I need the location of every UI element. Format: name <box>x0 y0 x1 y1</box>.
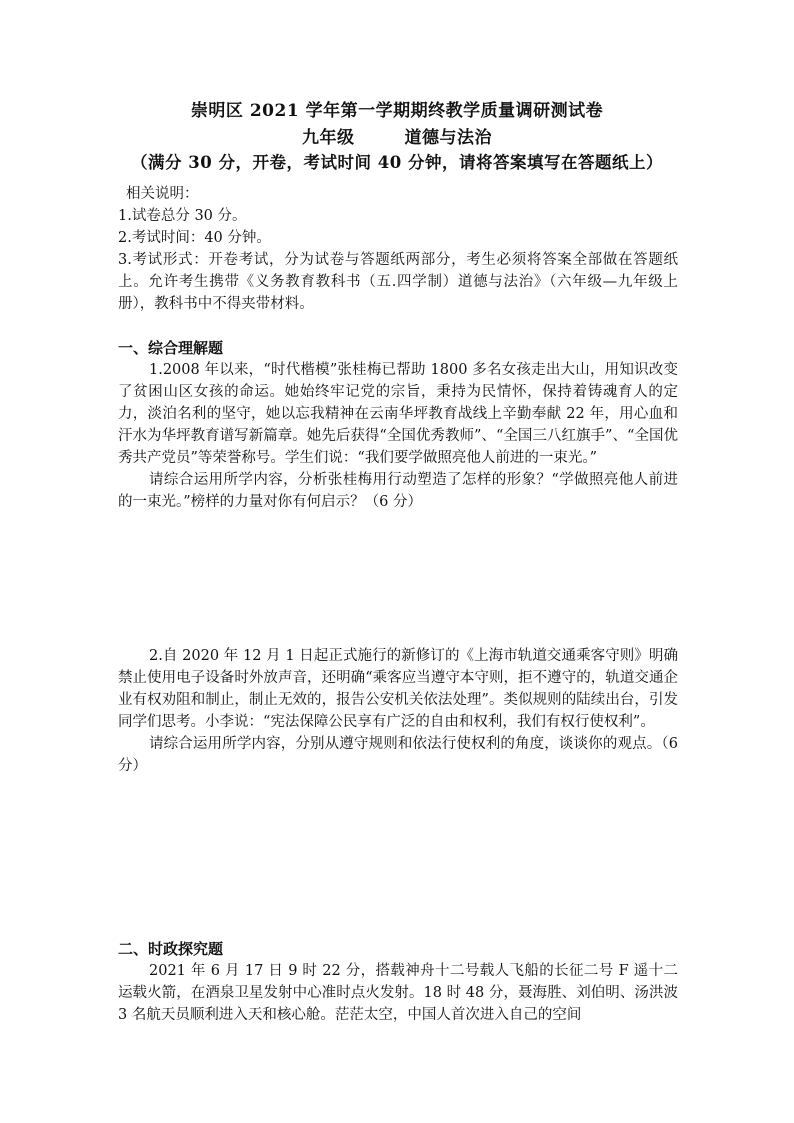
section-comprehension <box>118 337 678 513</box>
section-2-material: 2021 年 6 月 17 日 9 时 22 分，搭载神舟十二号载人飞船的长征二号 F 遥十二运载火箭，在酒泉卫星发射中心准时点火发射。18 时 48 分，聂海胜、刘伯明、汤洪波 3 名航天员顺利进入天和核心舱。茫茫太空，中国人首次进入自己的空间 <box>118 963 678 1023</box>
exam-title: 崇明区 2021 学年第一学期期终教学质量调研测试卷 <box>190 101 604 121</box>
grade-subject-line <box>0 123 794 148</box>
subject-label: 道德与法治 <box>404 128 492 148</box>
grade-label: 九年级 <box>302 128 355 148</box>
instructions <box>118 183 678 315</box>
instruction-item: 3.考试形式：开卷考试，分为试卷与答题纸两部分，考生必须将答案全部做在答题纸上。允许考生携带《义务教育教科书（五.四学制）道德与法治》（六年级—九年级上册），教科书中不得夹带材料。 <box>118 252 678 312</box>
question-1-prompt: 请综合运用所学内容，分析张桂梅用行动塑造了怎样的形象？“学做照亮他人前进的一束光。”榜样的力量对你有何启示？（6 分） <box>118 472 678 510</box>
instruction-item: 1.试卷总分 30 分。 <box>118 208 247 224</box>
question-2-prompt: 请综合运用所学内容，分别从遵守规则和依法行使权利的角度，谈谈你的观点。（6 分） <box>118 736 678 774</box>
question-2-material: 2.自 2020 年 12 月 1 日起正式施行的新修订的《上海市轨道交通乘客守则》明确禁止使用电子设备时外放声音，还明确“乘客应当遵守本守则，拒不遵守的，轨道交通企业有权劝阻和制止，制止无效的，报告公安机关依法处理”。类似规则的陆续出台，引发同学们思考。小李说：“宪法保障公民享有广泛的自由和权利，我们有权行使权利”。 <box>118 648 678 730</box>
instructions-heading: 相关说明： <box>126 186 199 202</box>
instruction-item: 2.考试时间：40 分钟。 <box>118 230 271 246</box>
section-heading: 二、时政探究题 <box>118 940 224 958</box>
question-1-material: 1.2008 年以来，“时代楷模”张桂梅已帮助 1800 多名女孩走出大山，用知识改变了贫困山区女孩的命运。她始终牢记党的宗旨，秉持为民情怀，保持着铸魂育人的定力，淡泊名利的坚守，她以忘我精神在云南华坪教育战线上辛勤奉献 22 年，用心血和汗水为华坪教育谱写新篇章。她先后获得“全国优秀教师”、“全国三八红旗手”、“全国优秀共产党员”等荣誉称号。学生们说：“我们要学做照亮他人前进的一束光。” <box>118 362 678 466</box>
exam-subtitle: （满分 30 分，开卷，考试时间 40 分钟，请将答案填写在答题纸上） <box>131 153 663 172</box>
section-heading: 一、综合理解题 <box>118 339 224 357</box>
question-2 <box>118 645 678 777</box>
section-current-affairs <box>118 938 678 1026</box>
